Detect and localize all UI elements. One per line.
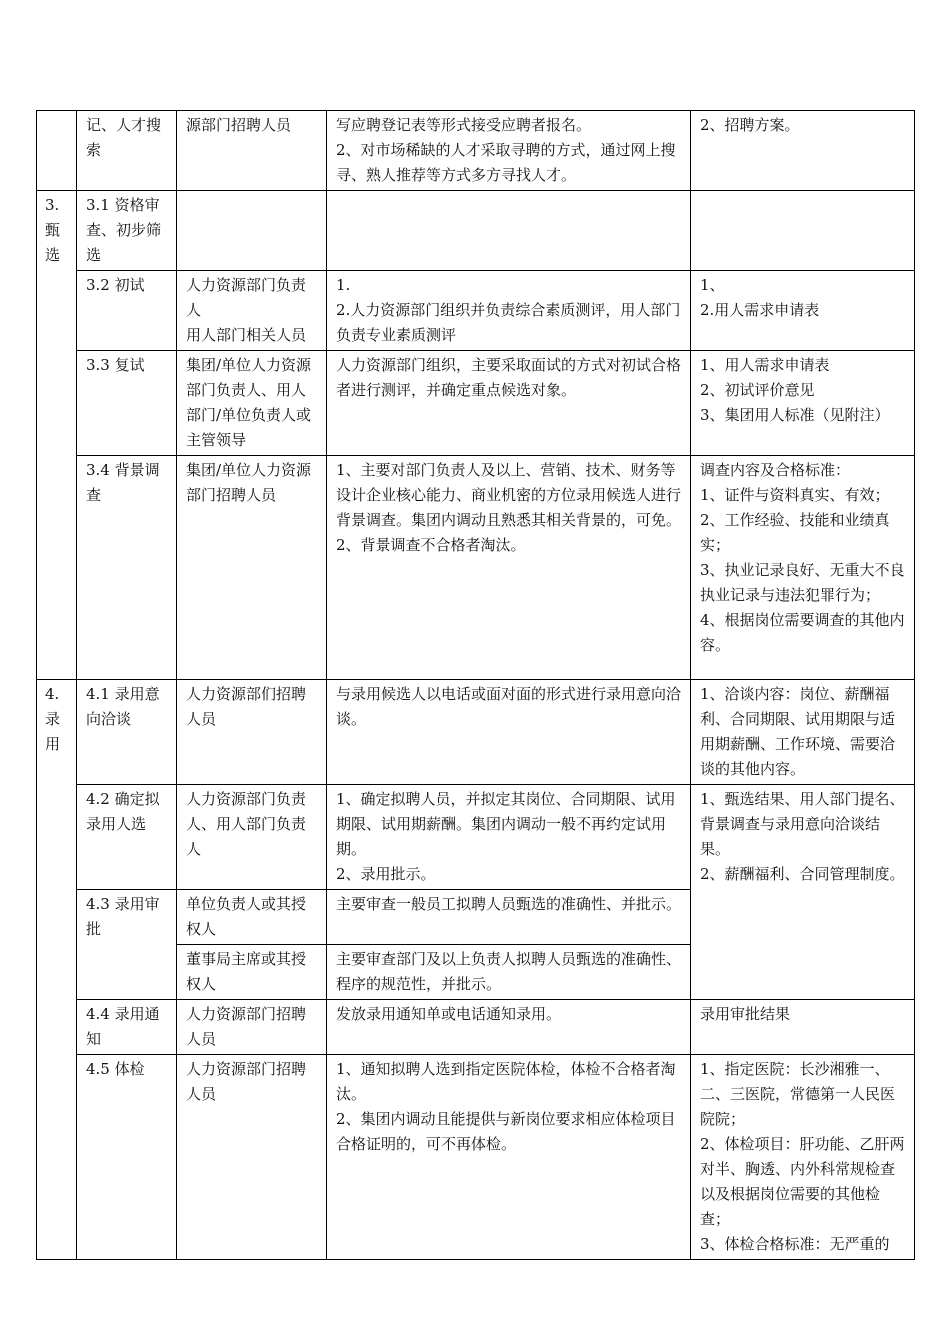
table-row (37, 1055, 915, 1260)
table-row (37, 111, 915, 191)
table-row (37, 680, 915, 785)
recruitment-process-table (36, 110, 915, 1260)
step-cell: 3.4 背景调查 (77, 456, 177, 680)
ref-cell: 1、指定医院：长沙湘雅一、二、三医院，常德第一人民医院院； 2、体检项目：肝功能、乙肝两对半、胸透、内外科常规检查以及根据岗位需要的其他检查； 3、体检合格标准：无严重的 (691, 1055, 915, 1260)
desc-cell: 发放录用通知单或电话通知录用。 (327, 1000, 691, 1055)
step-cell: 4.3 录用审批 (77, 890, 177, 1000)
desc-cell: 1、确定拟聘人员，并拟定其岗位、合同期限、试用期限、试用期薪酬。集团内调动一般不再约定试用期。 2、录用批示。 (327, 785, 691, 890)
step-cell: 记、人才搜索 (77, 111, 177, 191)
step-cell: 3.1 资格审查、初步筛选 (77, 191, 177, 271)
ref-cell: 1、用人需求申请表 2、初试评价意见 3、集团用人标准（见附注） (691, 351, 915, 456)
step-cell: 4.5 体检 (77, 1055, 177, 1260)
ref-cell: 1、洽谈内容：岗位、薪酬福利、合同期限、试用期限与适用期薪酬、工作环境、需要洽谈的其他内容。 (691, 680, 915, 785)
table-row (37, 456, 915, 680)
person-cell: 集团/单位人力资源部门招聘人员 (177, 456, 327, 680)
desc-cell: 1、主要对部门负责人及以上、营销、技术、财务等设计企业核心能力、商业机密的方位录用候选人进行背景调查。集团内调动且熟悉其相关背景的，可免。 2、背景调查不合格者淘汰。 (327, 456, 691, 680)
person-cell: 董事局主席或其授权人 (177, 945, 327, 1000)
ref-cell: 调查内容及合格标准： 1、证件与资料真实、有效； 2、工作经验、技能和业绩真实； 3、执业记录良好、无重大不良执业记录与违法犯罪行为； 4、根据岗位需要调查的其他内容。 (691, 456, 915, 680)
desc-cell: 与录用候选人以电话或面对面的形式进行录用意向洽谈。 (327, 680, 691, 785)
step-cell: 3.2 初试 (77, 271, 177, 351)
ref-cell: 1、甄选结果、用人部门提名、背景调查与录用意向洽谈结果。 2、薪酬福利、合同管理制度。 (691, 785, 915, 1000)
phase-cell: 4.录用 (37, 680, 77, 1260)
person-cell: 人力资源部门招聘人员 (177, 1055, 327, 1260)
phase-cell (37, 111, 77, 191)
desc-cell (327, 191, 691, 271)
table-row (37, 271, 915, 351)
step-cell: 3.3 复试 (77, 351, 177, 456)
desc-cell: 主要审查部门及以上负责人拟聘人员甄选的准确性、程序的规范性，并批示。 (327, 945, 691, 1000)
desc-cell: 1. 2.人力资源部门组织并负责综合素质测评，用人部门负责专业素质测评 (327, 271, 691, 351)
ref-cell: 录用审批结果 (691, 1000, 915, 1055)
table-row (37, 785, 915, 890)
ref-cell (691, 191, 915, 271)
desc-cell: 人力资源部门组织，主要采取面试的方式对初试合格者进行测评，并确定重点候选对象。 (327, 351, 691, 456)
step-cell: 4.4 录用通知 (77, 1000, 177, 1055)
ref-cell: 1、 2.用人需求申请表 (691, 271, 915, 351)
person-cell: 人力资源部门负责人、用人部门负责人 (177, 785, 327, 890)
desc-cell: 写应聘登记表等形式接受应聘者报名。 2、对市场稀缺的人才采取寻聘的方式，通过网上搜寻、熟人推荐等方式多方寻找人才。 (327, 111, 691, 191)
person-cell: 人力资源部门负责人 用人部门相关人员 (177, 271, 327, 351)
table-row (37, 351, 915, 456)
ref-cell: 2、招聘方案。 (691, 111, 915, 191)
desc-cell: 1、通知拟聘人选到指定医院体检，体检不合格者淘汰。 2、集团内调动且能提供与新岗位要求相应体检项目合格证明的，可不再体检。 (327, 1055, 691, 1260)
step-cell: 4.2 确定拟录用人选 (77, 785, 177, 890)
table-row (37, 1000, 915, 1055)
table-row (37, 191, 915, 271)
person-cell: 人力资源部们招聘人员 (177, 680, 327, 785)
person-cell: 集团/单位人力资源部门负责人、用人部门/单位负责人或主管领导 (177, 351, 327, 456)
person-cell: 源部门招聘人员 (177, 111, 327, 191)
step-cell: 4.1 录用意向洽谈 (77, 680, 177, 785)
phase-cell: 3.甄选 (37, 191, 77, 680)
person-cell: 人力资源部门招聘人员 (177, 1000, 327, 1055)
desc-cell: 主要审查一般员工拟聘人员甄选的准确性、并批示。 (327, 890, 691, 945)
person-cell (177, 191, 327, 271)
person-cell: 单位负责人或其授权人 (177, 890, 327, 945)
